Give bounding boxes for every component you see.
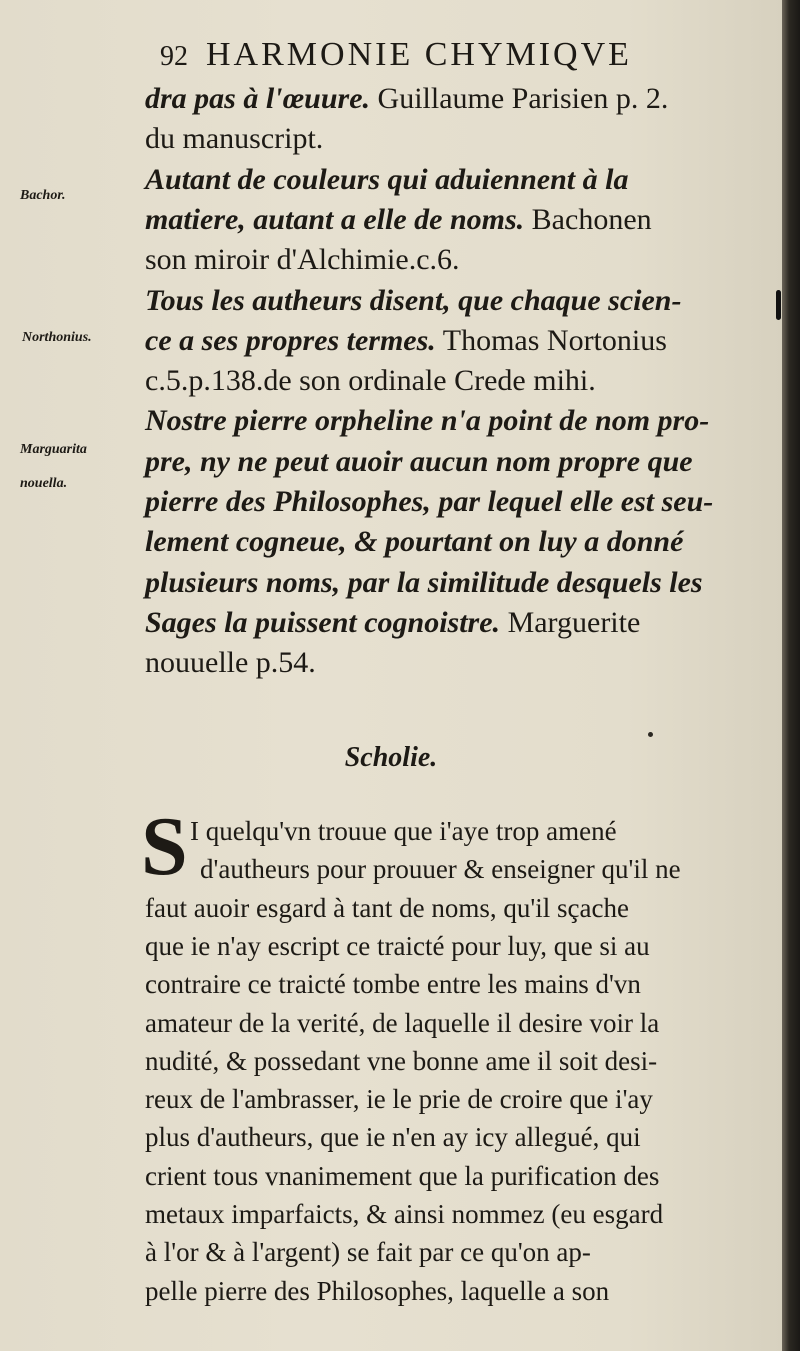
scholie-line: pelle pierre des Philosophes, laquelle a son [145,1275,610,1306]
running-title: HARMONIE CHYMIQVE [206,36,632,73]
text-line [145,201,652,239]
text-line [145,644,316,682]
scholie-line: metaux imparfaicts, & ainsi nommez (eu esgard [145,1199,664,1229]
citation-text: son miroir d'Alchimie.c.6. [145,243,460,277]
italic-quote: pre, ny ne peut auoir aucun nom propre que [145,444,693,478]
text-line [145,282,681,320]
italic-quote: lement cogneue, & pourtant on luy a donné [145,525,684,559]
italic-quote: Nostre pierre orpheline n'a point de nom pro- [145,404,710,438]
italic-quote: Sages la puissent cognoistre. [145,605,501,639]
scholie-line: faut auoir esgard à tant de noms, qu'il sçache [145,892,629,923]
citation-text: Marguerite [500,605,641,639]
text-line [145,241,460,279]
scholie-line: I quelqu'vn trouue que i'aye trop amené [190,816,617,846]
italic-quote: matiere, autant a elle de noms. [145,202,525,236]
text-line [145,161,628,199]
text-line [145,120,323,158]
margin-note: nouella. [20,476,68,491]
page-number: 92 [160,41,188,72]
scholie-line: à l'or & à l'argent) se fait par ce qu'on ap- [145,1237,591,1268]
italic-quote: ce a ses propres termes. [145,323,436,357]
scholie-line: reux de l'ambrasser, ie le prie de croire que i'ay [145,1084,653,1115]
scholie-line: plus d'autheurs, que ie n'en ay icy allegué, qui [145,1122,641,1153]
italic-quote: Autant de couleurs qui aduiennent à la [145,162,629,196]
italic-quote: plusieurs noms, par la similitude desquels les [145,565,703,599]
text-line [145,483,713,521]
scholie-line: d'autheurs pour prouuer & enseigner qu'il ne [200,854,681,885]
ink-dot [648,732,653,737]
citation-text: du manuscript. [145,122,324,156]
scholie-line: amateur de la verité, de laquelle il desire voir la [145,1007,660,1038]
citation-text: Thomas Nortonius [435,323,667,357]
scholie-line: contraire ce traicté tombe entre les mains d'vn [145,969,641,1000]
page-edge [782,0,800,1351]
text-line [145,523,683,561]
scholie-heading: Scholie. [344,742,438,773]
italic-quote: pierre des Philosophes, par lequel elle est seu- [145,485,714,518]
text-line [145,443,693,481]
italic-quote: Tous les autheurs disent, que chaque scien- [145,283,682,317]
margin-note: Northonius. [22,330,92,345]
text-line [145,322,667,360]
text-line [145,604,640,642]
citation-text: Bachonen [524,202,652,236]
margin-note: Bachor. [20,188,66,203]
text-line [145,80,668,118]
scholie-line: crient tous vnanimement que la purification des [145,1160,660,1191]
citation-text: nouuelle p.54. [145,646,316,680]
scholie-line: que ie n'ay escript ce traicté pour luy, que si au [145,930,650,961]
ink-spot [776,290,781,320]
margin-note: Marguarita [20,442,87,457]
drop-cap: S [141,800,188,893]
text-line [145,362,596,400]
citation-text: c.5.p.138.de son ordinale Crede mihi. [145,364,596,398]
citation-text: Guillaume Parisien p. 2. [370,82,669,115]
text-line [145,402,709,440]
text-line [145,564,703,602]
running-header [160,36,760,76]
scholie-line: nudité, & possedant vne bonne ame il soit desi- [145,1045,658,1076]
italic-quote: dra pas à l'œuure. [145,82,371,115]
